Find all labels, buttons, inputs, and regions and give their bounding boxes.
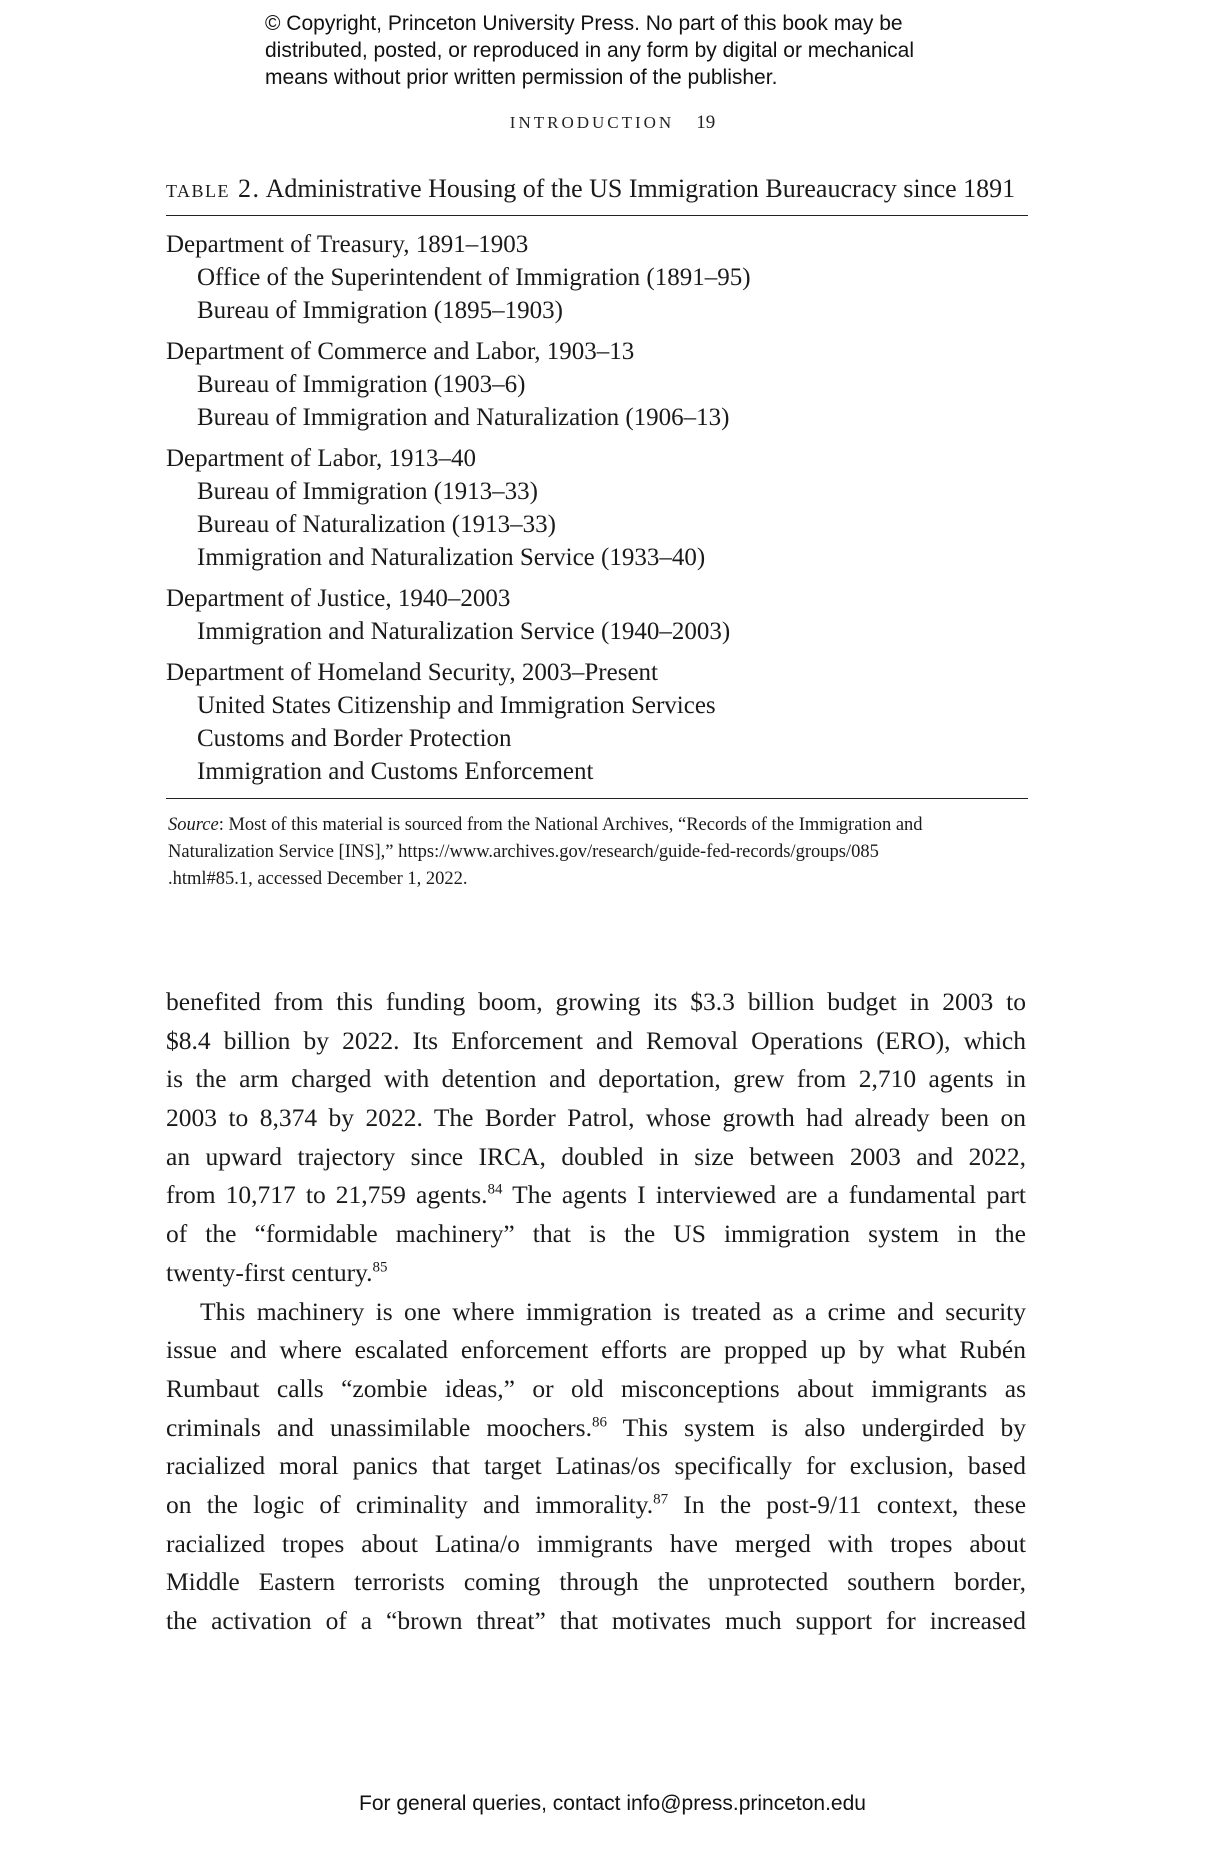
department-row: Department of Commerce and Labor, 1903–13 [166,338,635,365]
copyright-line: distributed, posted, or reproduced in any form by digital or mechanical [265,39,915,62]
body-line [166,1254,1026,1293]
body-line: Middle Eastern terrorists coming through the unprotected southern border, [166,1567,1026,1597]
body-line: issue and where escalated enforcement efforts are propped up by what Rubén [166,1335,1026,1365]
body-text-span: The agents I interviewed are a fundamental part [502,1180,1026,1210]
department-row: Department of Labor, 1913–40 [166,445,477,472]
body-line: This machinery is one where immigration is treated as a crime and security [200,1296,1026,1326]
agency-row: Bureau of Immigration (1895–1903) [197,297,563,324]
table-label: table 2. [166,174,261,203]
agency-row: Immigration and Naturalization Service (1940–2003) [197,618,731,645]
body-line: of the “formidable machinery” that is the US immigration system in the [166,1219,1026,1249]
footnote-ref[interactable]: 85 [372,1259,388,1276]
body-line: racialized tropes about Latina/o immigrants have merged with tropes about [166,1528,1026,1558]
body-line: Rumbaut calls “zombie ideas,” or old misconceptions about immigrants as [166,1373,1026,1403]
table-bottom-rule [166,798,1028,799]
source-text: Naturalization Service [INS],” https://www.archives.gov/research/guide-fed-records/groups/085 [168,842,879,862]
agency-row: United States Citizenship and Immigration Services [197,692,716,719]
table-group [166,442,751,574]
table-body [166,228,751,796]
copyright-line: © Copyright, Princeton University Press. No part of this book may be [265,12,903,35]
table-caption: Administrative Housing of the US Immigration Bureaucracy since 1891 [265,174,1016,203]
footnote-ref[interactable]: 84 [487,1181,503,1198]
body-line: $8.4 billion by 2022. Its Enforcement and Removal Operations (ERO), which [166,1025,1026,1055]
copyright-line: means without prior written permission of the publisher. [265,66,778,89]
footer-contact: For general queries, contact info@press.princeton.edu [359,1792,866,1815]
table-source-note [168,812,1028,893]
body-line: the activation of a “brown threat” that motivates much support for increased [166,1606,1026,1635]
body-text-span: criminals and unassimilable moochers. [166,1412,592,1442]
footnote-ref[interactable]: 87 [653,1491,669,1508]
agency-row: Customs and Border Protection [197,725,512,752]
body-line: 2003 to 8,374 by 2022. The Border Patrol, whose growth had already been on [166,1103,1026,1133]
agency-row: Bureau of Immigration and Naturalization (1906–13) [197,404,730,431]
source-text: .html#85.1, accessed December 1, 2022. [168,869,468,889]
body-line [166,1176,1026,1215]
body-text-span: from 10,717 to 21,759 agents. [166,1180,488,1210]
copyright-notice [265,10,914,91]
body-line: an upward trajectory since IRCA, doubled in size between 2003 and 2022, [166,1141,1026,1171]
body-text-span: twenty-first century. [166,1257,373,1287]
table-group [166,335,751,434]
body-text-span: In the post-9/11 context, these [668,1489,1027,1519]
body-line [166,1409,1026,1448]
body-text-span: This system is also undergirded by [606,1412,1026,1442]
body-line [166,1486,1026,1525]
body-text-span: on the logic of criminality and immorality. [166,1489,654,1519]
agency-row: Bureau of Immigration (1913–33) [197,478,538,505]
table-title [166,174,1028,204]
table-group [166,582,751,648]
agency-row: Bureau of Naturalization (1913–33) [197,511,556,538]
agency-row: Bureau of Immigration (1903–6) [197,371,526,398]
body-line: is the arm charged with detention and deportation, grew from 2,710 agents in [166,1064,1026,1094]
table-group [166,228,751,327]
department-row: Department of Justice, 1940–2003 [166,585,511,612]
body-line: racialized moral panics that target Latinas/os specifically for exclusion, based [166,1451,1026,1481]
source-text: : Most of this material is sourced from the National Archives, “Records of the Immigration and [218,815,923,835]
body-line: benefited from this funding boom, growing its $3.3 billion budget in 2003 to [166,987,1026,1016]
running-head [0,112,1225,134]
source-label: Source [168,815,219,835]
page-number: 19 [696,112,716,133]
table-group [166,656,751,788]
body-text [166,983,1026,1641]
agency-row: Office of the Superintendent of Immigration (1891–95) [197,264,751,291]
department-row: Department of Homeland Security, 2003–Present [166,659,659,686]
table-top-rule [166,215,1028,216]
department-row: Department of Treasury, 1891–1903 [166,231,529,258]
agency-row: Immigration and Customs Enforcement [197,758,594,785]
footnote-ref[interactable]: 86 [591,1414,607,1431]
agency-row: Immigration and Naturalization Service (1933–40) [197,544,706,571]
running-head-section: INTRODUCTION [509,113,675,132]
